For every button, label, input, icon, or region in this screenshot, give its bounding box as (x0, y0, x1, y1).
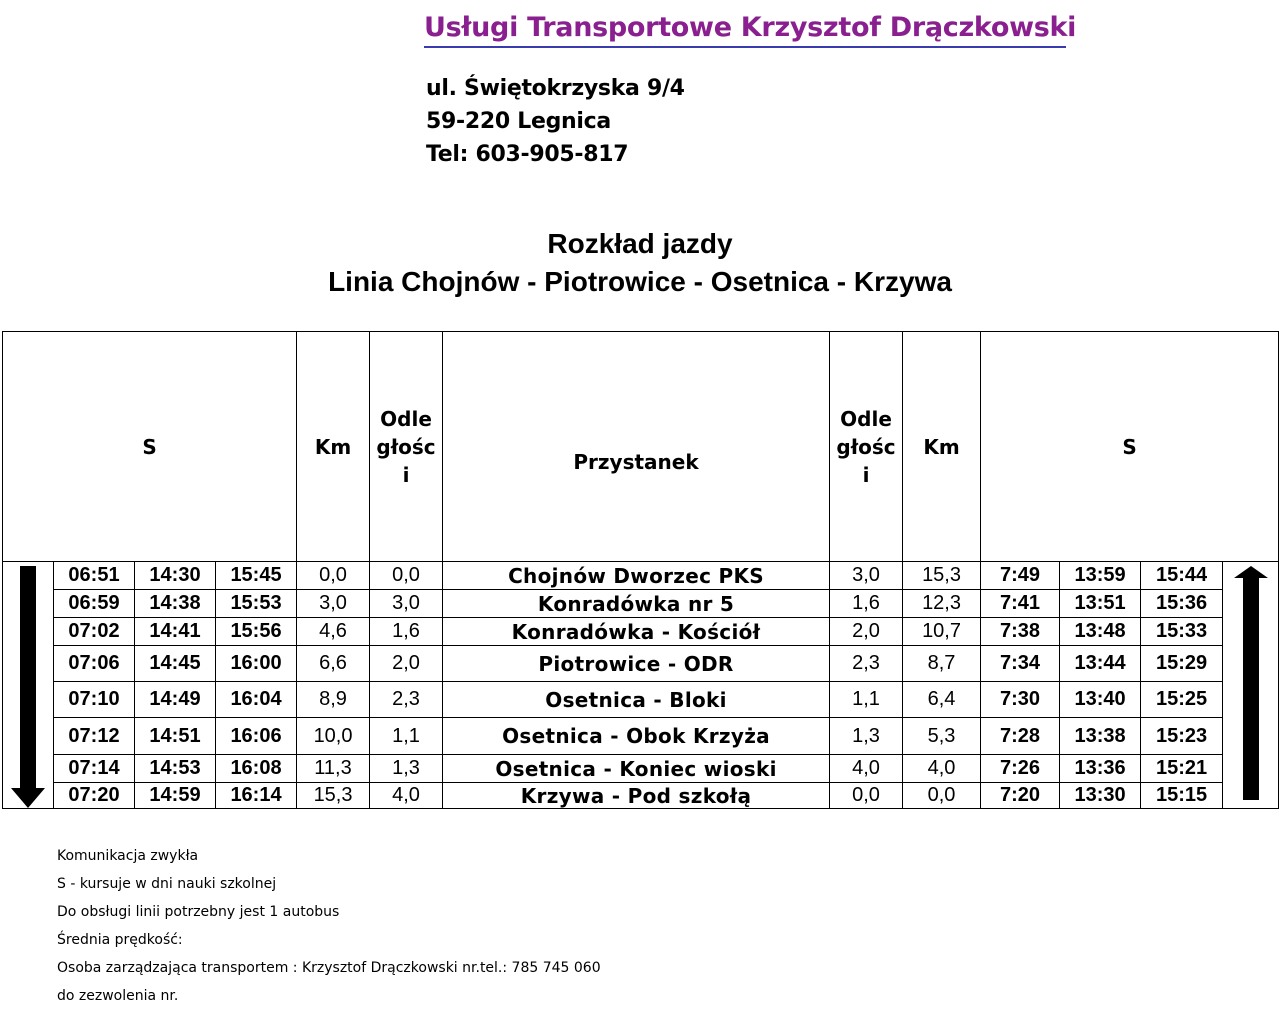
return-time: 15:23 (1141, 718, 1223, 755)
footer-line: do zezwolenia nr. (57, 988, 179, 1004)
stop-name: Krzywa - Pod szkołą (443, 783, 830, 809)
address-city: 59-220 Legnica (426, 109, 611, 134)
distance-value: 3,0 (370, 590, 443, 618)
km-value: 15,3 (297, 783, 370, 809)
phone-number: Tel: 603-905-817 (426, 142, 629, 167)
departure-time: 16:00 (216, 646, 297, 682)
distance-value: 2,3 (370, 682, 443, 718)
arrow-up-icon (1234, 566, 1268, 800)
address-street: ul. Świętokrzyska 9/4 (426, 76, 685, 101)
table-row (3, 646, 1279, 682)
km-value-return: 12,3 (903, 590, 981, 618)
return-time: 13:36 (1060, 755, 1141, 783)
departure-time: 14:30 (135, 562, 216, 590)
departure-time: 07:02 (54, 618, 135, 646)
footer-line: Osoba zarządzająca transportem : Krzysztof Drączkowski nr.tel.: 785 745 060 (57, 960, 601, 976)
direction-up-cell (1223, 562, 1279, 809)
table-row (3, 618, 1279, 646)
departure-time: 14:38 (135, 590, 216, 618)
timetable (2, 331, 1279, 809)
return-time: 13:40 (1060, 682, 1141, 718)
stop-name: Chojnów Dworzec PKS (443, 562, 830, 590)
footer-line: Do obsługi linii potrzebny jest 1 autobus (57, 904, 340, 920)
departure-time: 16:14 (216, 783, 297, 809)
page-title: Rozkład jazdy (547, 228, 733, 259)
return-time: 15:29 (1141, 646, 1223, 682)
km-value-return: 6,4 (903, 682, 981, 718)
return-time: 15:36 (1141, 590, 1223, 618)
km-value: 4,6 (297, 618, 370, 646)
return-time: 15:21 (1141, 755, 1223, 783)
km-value-return: 10,7 (903, 618, 981, 646)
return-time: 13:30 (1060, 783, 1141, 809)
departure-time: 16:06 (216, 718, 297, 755)
company-address (426, 72, 685, 171)
departure-time: 15:45 (216, 562, 297, 590)
departure-time: 07:10 (54, 682, 135, 718)
departure-time: 14:41 (135, 618, 216, 646)
departure-time: 06:51 (54, 562, 135, 590)
km-value-return: 15,3 (903, 562, 981, 590)
departure-time: 14:53 (135, 755, 216, 783)
table-row (3, 783, 1279, 809)
return-time: 7:26 (981, 755, 1060, 783)
stop-name: Konradówka - Kościół (443, 618, 830, 646)
arrow-down-icon (11, 566, 45, 808)
departure-time: 14:51 (135, 718, 216, 755)
distance-value-return: 2,0 (830, 618, 903, 646)
footer-line: Komunikacja zwykła (57, 848, 199, 864)
header-s-right: S (981, 332, 1279, 562)
km-value-return: 4,0 (903, 755, 981, 783)
km-value-return: 0,0 (903, 783, 981, 809)
km-value: 11,3 (297, 755, 370, 783)
return-time: 15:25 (1141, 682, 1223, 718)
km-value: 10,0 (297, 718, 370, 755)
header-distance-right: Odle głośc i (830, 332, 903, 562)
table-row (3, 590, 1279, 618)
table-row (3, 755, 1279, 783)
return-time: 7:49 (981, 562, 1060, 590)
stop-name: Piotrowice - ODR (443, 646, 830, 682)
km-value: 6,6 (297, 646, 370, 682)
distance-value-return: 1,3 (830, 718, 903, 755)
departure-time: 15:56 (216, 618, 297, 646)
km-value-return: 8,7 (903, 646, 981, 682)
table-header-row (3, 332, 1279, 562)
stop-name: Konradówka nr 5 (443, 590, 830, 618)
return-time: 7:38 (981, 618, 1060, 646)
return-time: 13:59 (1060, 562, 1141, 590)
distance-value-return: 2,3 (830, 646, 903, 682)
km-value: 0,0 (297, 562, 370, 590)
km-value-return: 5,3 (903, 718, 981, 755)
km-value: 3,0 (297, 590, 370, 618)
return-time: 13:38 (1060, 718, 1141, 755)
return-time: 15:33 (1141, 618, 1223, 646)
departure-time: 07:06 (54, 646, 135, 682)
departure-time: 06:59 (54, 590, 135, 618)
stop-name: Osetnica - Obok Krzyża (443, 718, 830, 755)
line-title: Linia Chojnów - Piotrowice - Osetnica - Krzywa (328, 266, 952, 297)
header-s-left: S (3, 332, 297, 562)
distance-value: 1,6 (370, 618, 443, 646)
return-time: 13:51 (1060, 590, 1141, 618)
distance-value-return: 3,0 (830, 562, 903, 590)
distance-value: 4,0 (370, 783, 443, 809)
distance-value-return: 1,6 (830, 590, 903, 618)
departure-time: 16:04 (216, 682, 297, 718)
return-time: 13:44 (1060, 646, 1141, 682)
footer-notes (57, 842, 601, 1010)
departure-time: 07:20 (54, 783, 135, 809)
departure-time: 07:14 (54, 755, 135, 783)
departure-time: 16:08 (216, 755, 297, 783)
distance-value: 1,1 (370, 718, 443, 755)
distance-value-return: 1,1 (830, 682, 903, 718)
departure-time: 14:45 (135, 646, 216, 682)
header-stop: Przystanek (443, 332, 830, 562)
departure-time: 15:53 (216, 590, 297, 618)
header-km-left: Km (297, 332, 370, 562)
footer-line: Średnia prędkość: (57, 932, 183, 948)
header-distance-left: Odle głośc i (370, 332, 443, 562)
return-time: 7:41 (981, 590, 1060, 618)
return-time: 7:34 (981, 646, 1060, 682)
return-time: 7:28 (981, 718, 1060, 755)
departure-time: 07:12 (54, 718, 135, 755)
stop-name: Osetnica - Koniec wioski (443, 755, 830, 783)
distance-value-return: 4,0 (830, 755, 903, 783)
return-time: 15:15 (1141, 783, 1223, 809)
departure-time: 14:49 (135, 682, 216, 718)
return-time: 13:48 (1060, 618, 1141, 646)
return-time: 15:44 (1141, 562, 1223, 590)
table-row (3, 718, 1279, 755)
return-time: 7:30 (981, 682, 1060, 718)
direction-down-cell (3, 562, 54, 809)
departure-time: 14:59 (135, 783, 216, 809)
footer-line: S - kursuje w dni nauki szkolnej (57, 876, 277, 892)
company-name: Usługi Transportowe Krzysztof Drączkowski (424, 12, 1066, 48)
table-row (3, 682, 1279, 718)
stop-name: Osetnica - Bloki (443, 682, 830, 718)
distance-value: 2,0 (370, 646, 443, 682)
table-row (3, 562, 1279, 590)
distance-value: 1,3 (370, 755, 443, 783)
header-km-right: Km (903, 332, 981, 562)
distance-value: 0,0 (370, 562, 443, 590)
km-value: 8,9 (297, 682, 370, 718)
return-time: 7:20 (981, 783, 1060, 809)
distance-value-return: 0,0 (830, 783, 903, 809)
